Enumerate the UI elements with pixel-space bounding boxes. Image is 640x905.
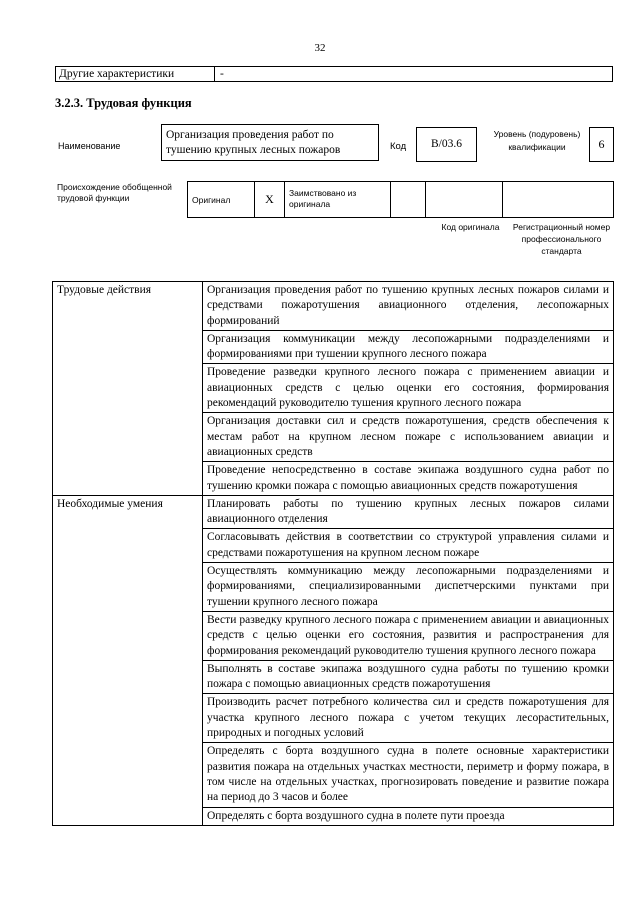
skill-item: Производить расчет потребного количества сил и средств пожаротушения для участка крупного лесного пожара с учетом текущих лесорастительных, природных и погодных условий <box>203 694 614 743</box>
labor-action-item: Организация проведения работ по тушению крупных лесных пожаров силами и средствами пожаротушения авиационного отделения, лесопожарных формирований <box>203 282 614 331</box>
other-characteristics-row <box>55 66 613 82</box>
skill-item: Определять с борта воздушного судна в полете пути проезда <box>203 807 614 825</box>
labor-action-item: Организация доставки сил и средств пожаротушения, средств обеспечения к местам работ на крупном лесном пожаре с использованием авиации и авиационных средств <box>203 413 614 462</box>
qualification-level-label: Уровень (подуровень) квалификации <box>493 129 581 152</box>
labor-function-table <box>52 281 614 826</box>
name-label: Наименование <box>58 141 121 151</box>
labor-action-item: Организация коммуникации между лесопожарными подразделениями и формированиями при тушении крупного лесного пожара <box>203 330 614 364</box>
other-characteristics-label: Другие характеристики <box>56 67 215 81</box>
table-row <box>53 495 614 529</box>
function-code-value: B/03.6 <box>416 127 477 162</box>
labor-action-item: Проведение непосредственно в составе экипажа воздушного судна работ по тушению кромки пожара с помощью авиационных средств пожаротушения <box>203 462 614 496</box>
other-characteristics-value: - <box>220 68 224 80</box>
function-name-value: Организация проведения работ по тушению крупных лесных пожаров <box>161 124 379 161</box>
skill-item: Вести разведку крупного лесного пожара с применением авиации и авиационных средств с целью оценки его состояния, развития и распространения для формирования рекомендаций руководителю тушения крупного лесного пожара <box>203 611 614 660</box>
origin-table <box>187 181 614 218</box>
origin-code-cell <box>426 182 503 218</box>
origin-empty-cell <box>391 182 426 218</box>
origin-borrowed-label: Заимствовано из оригинала <box>285 182 391 218</box>
labor-actions-label: Трудовые действия <box>53 282 203 496</box>
table-row <box>53 282 614 331</box>
origin-reg-number-cell <box>503 182 614 218</box>
skills-label: Необходимые умения <box>53 495 203 825</box>
skill-item: Осуществлять коммуникацию между лесопожарными подразделениями и формированиями, специализированными диспетчерскими пунктами при тушении крупного лесного пожара <box>203 563 614 612</box>
code-label: Код <box>390 141 407 152</box>
skill-item: Определять с борта воздушного судна в полете основные характеристики развития пожара на отдельных участках местности, периметр и форму пожара, в том числе на отдельных участках, прогнозировать поведение и развитие пожара на период до 3 часов и более <box>203 743 614 807</box>
origin-code-caption: Код оригинала <box>441 222 500 232</box>
skill-item: Выполнять в составе экипажа воздушного судна работы по тушению кромки пожара с помощью авиационных средств пожаротушения <box>203 660 614 694</box>
labor-action-item: Проведение разведки крупного лесного пожара с применением авиации и авиационных средств с целью оценки его состояния, формирования рекомендаций руководителю тушения крупного лесного пожара <box>203 364 614 413</box>
skill-item: Планировать работы по тушению крупных лесных пожаров силами авиационного отделения <box>203 495 614 529</box>
reg-number-caption: Регистрационный номер профессионального стандарта <box>512 222 611 256</box>
page-number: 32 <box>314 42 326 54</box>
skill-item: Согласовывать действия в соответствии со структурой управления силами и средствами пожаротушения на крупном лесном пожаре <box>203 529 614 563</box>
origin-original-mark: X <box>255 182 285 218</box>
origin-label: Происхождение обобщенной трудовой функции <box>57 182 172 203</box>
section-title: 3.2.3. Трудовая функция <box>55 96 192 110</box>
qualification-level-value: 6 <box>589 127 614 162</box>
origin-original-label: Оригинал <box>188 182 255 218</box>
